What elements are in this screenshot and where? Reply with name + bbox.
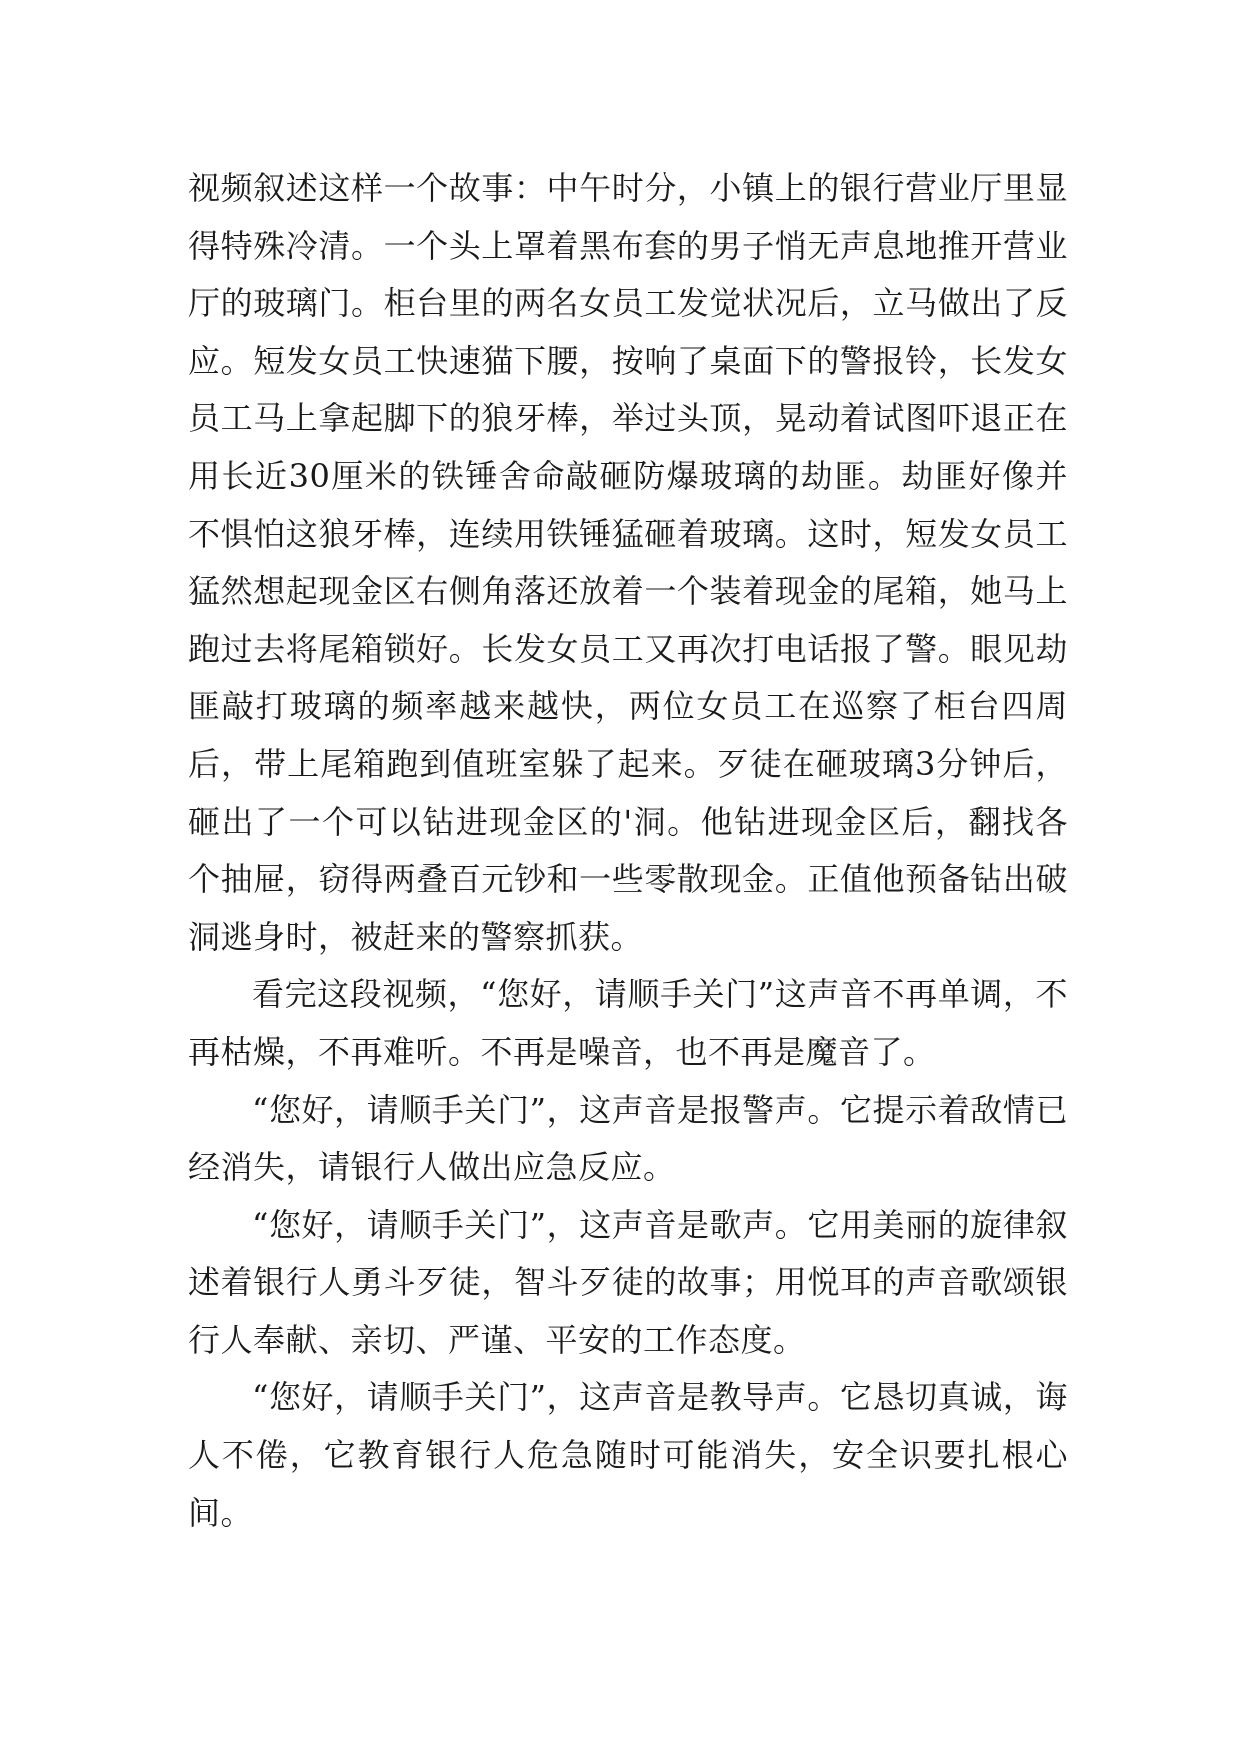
document-body (188, 160, 1068, 1542)
paragraph-after-video: 看完这段视频，“您好，请顺手关门”这声音不再单调，不再枯燥，不再难听。不再是噪音，也不再是魔音了。 (188, 975, 1068, 1071)
paragraph-song-sound: “您好，请顺手关门”，这声音是歌声。它用美丽的旋律叙述着银行人勇斗歹徒，智斗歹徒的故事；用悦耳的声音歌颂银行人奉献、亲切、严谨、平安的工作态度。 (188, 1205, 1068, 1359)
paragraph-teaching-sound: “您好，请顺手关门”，这声音是教导声。它恳切真诚，诲人不倦，它教育银行人危急随时可能消失，安全识要扎根心间。 (188, 1378, 1068, 1532)
paragraph-alarm-sound: “您好，请顺手关门”，这声音是报警声。它提示着敌情已经消失，请银行人做出应急反应。 (188, 1090, 1068, 1187)
paragraph-story: 视频叙述这样一个故事：中午时分，小镇上的银行营业厅里显得特殊冷清。一个头上罩着黑布套的男子悄无声息地推开营业厅的玻璃门。柜台里的两名女员工发觉状况后，立马做出了反应。短发女员工快速猫下腰，按响了桌面下的警报铃，长发女员工马上拿起脚下的狼牙棒，举过头顶，晃动着试图吓退正在用长近30厘米的铁锤舍命敲砸防爆玻璃的劫匪。劫匪好像并不惧怕这狼牙棒，连续用铁锤猛砸着玻璃。这时，短发女员工猛然想起现金区右侧角落还放着一个装着现金的尾箱，她马上跑过去将尾箱锁好。长发女员工又再次打电话报了警。眼见劫匪敲打玻璃的频率越来越快，两位女员工在巡察了柜台四周后，带上尾箱跑到值班室躲了起来。歹徒在砸玻璃3分钟后，砸出了一个可以钻进现金区的'洞。他钻进现金区后，翻找各个抽屉，窃得两叠百元钞和一些零散现金。正值他预备钻出破洞逃身时，被赶来的警察抓获。 (188, 169, 1068, 956)
